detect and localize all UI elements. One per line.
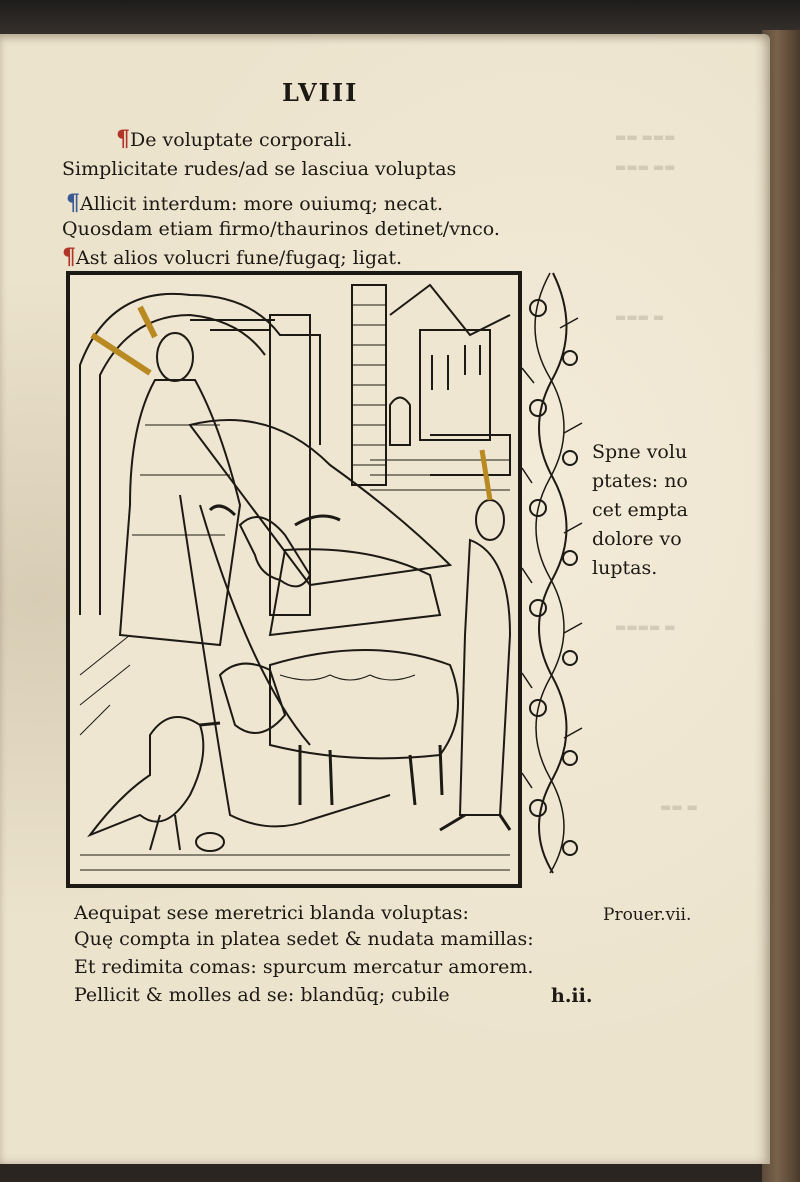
signature-mark: h.ii. bbox=[551, 985, 593, 1007]
floral-vine-border bbox=[520, 268, 586, 878]
floral-vine-border-icon bbox=[520, 268, 586, 878]
show-through: ▬▬ ▬▬▬ bbox=[615, 130, 676, 144]
margin-note-line: Spne volu bbox=[592, 441, 688, 463]
heading-line bbox=[116, 126, 352, 152]
woodcut-illustration bbox=[66, 271, 522, 888]
woodcut-voluptas-illustration-icon bbox=[70, 275, 518, 884]
show-through: ▬▬▬ ▬▬ bbox=[615, 160, 676, 174]
chapter-heading: De voluptate corporali. bbox=[130, 129, 353, 151]
verse-line: Simplicitate rudes/ad se lasciua voluptas bbox=[62, 158, 457, 180]
margin-note-line: luptas. bbox=[592, 557, 658, 579]
show-through: ▬▬▬ ▬ bbox=[615, 310, 665, 324]
verse-line: ¶Allicit interdum: more ouiumq; necat. bbox=[66, 190, 444, 216]
margin-note-line: cet empta bbox=[592, 499, 688, 521]
verse-line: Pellicit & molles ad se: blandūq; cubile bbox=[74, 984, 450, 1006]
folio-number: LVIII bbox=[282, 78, 359, 107]
margin-note bbox=[592, 438, 688, 583]
verse-line: ¶Ast alios volucri fune/fugaq; ligat. bbox=[62, 244, 403, 270]
blue-pilcrow-icon: ¶ bbox=[66, 190, 80, 216]
red-pilcrow-icon: ¶ bbox=[62, 244, 76, 270]
verse-line: Aequipat sese meretrici blanda voluptas: bbox=[74, 902, 469, 924]
verse-line: Quę compta in platea sedet & nudata mamillas: bbox=[74, 928, 534, 950]
margin-note-line: dolore vo bbox=[592, 528, 682, 550]
red-pilcrow-icon: ¶ bbox=[116, 126, 130, 152]
verse-line: Et redimita comas: spurcum mercatur amorem. bbox=[74, 956, 534, 978]
margin-note-line: ptates: no bbox=[592, 470, 688, 492]
show-through: ▬▬▬▬ ▬ bbox=[615, 620, 676, 634]
verse-line: Quosdam etiam firmo/thaurinos detinet/vnco. bbox=[62, 218, 500, 240]
show-through: ▬▬ ▬ bbox=[660, 800, 698, 814]
scripture-reference: Prouer.vii. bbox=[603, 905, 692, 925]
